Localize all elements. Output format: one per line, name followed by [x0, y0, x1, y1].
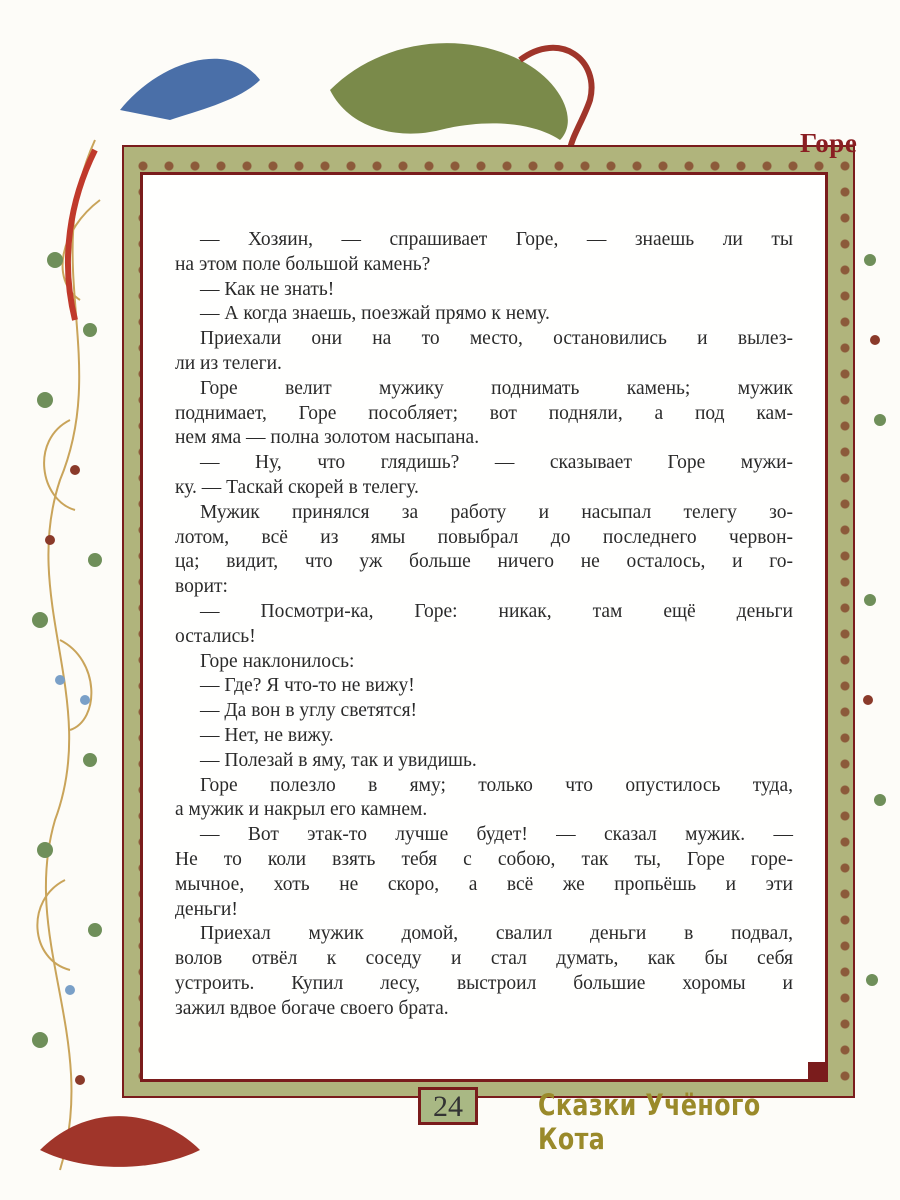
text-line: — Где? Я что-то не вижу!: [200, 675, 415, 697]
text-line: лотом, всё из ямы повыбрал до последнего червон-: [175, 526, 793, 548]
text-line: — А когда знаешь, поезжай прямо к нему.: [200, 303, 550, 325]
chapter-title: Горе: [800, 128, 858, 158]
text-line: ку. — Таскай скорей в телегу.: [175, 476, 419, 498]
text-line: — Да вон в углу светятся!: [200, 700, 418, 722]
text-line: Не то коли взять тебя с собою, так ты, Горе горе-: [175, 848, 793, 870]
text-line: волов отвёл к соседу и стал думать, как бы себя: [175, 948, 793, 970]
text-line: устроить. Купил лесу, выстроил большие хоромы и: [175, 972, 793, 994]
text-line: на этом поле большой камень?: [175, 253, 431, 275]
text-line: — Нет, не вижу.: [200, 724, 334, 746]
text-line: нем яма — полна золотом насыпана.: [175, 427, 480, 449]
text-line: Мужик принялся за работу и насыпал телегу зо-: [200, 501, 793, 523]
flower-accents: [55, 675, 90, 995]
page-number: 24: [418, 1087, 478, 1125]
text-line: — Полезай в яму, так и увидишь.: [200, 749, 477, 771]
text-line: Горе велит мужику поднимать камень; мужик: [200, 377, 793, 399]
text-line: деньги!: [175, 898, 238, 920]
text-line: — Как не знать!: [200, 278, 335, 300]
text-line: остались!: [175, 625, 256, 647]
text-line: — Хозяин, — спрашивает Горе, — знаешь ли ты: [200, 229, 793, 250]
text-line: поднимает, Горе пособляет; вот подняли, а под кам-: [175, 402, 793, 424]
text-line: — Вот этак-то лучше будет! — сказал мужик. —: [200, 824, 793, 846]
text-line: — Ну, что глядишь? — сказывает Горе мужи-: [200, 452, 793, 474]
text-line: Приехали они на то место, остановились и вылез-: [200, 328, 793, 350]
text-line: ворит:: [175, 576, 228, 598]
bottom-dragon-illustration: [40, 1116, 200, 1167]
text-line: зажил вдвое богаче своего брата.: [175, 997, 449, 1019]
text-line: — Посмотри-ка, Горе: никак, там ещё деньги: [200, 600, 793, 622]
text-line: мычное, хоть не скоро, а всё же пропьёшь и эти: [175, 873, 793, 895]
text-line: Приехал мужик домой, свалил деньги в подвал,: [200, 923, 793, 945]
frame-corner-block: [808, 1062, 828, 1082]
text-line: Горе полезло в яму; только что опустилось туда,: [200, 774, 793, 796]
text-line: ца; видит, что уж больше ничего не осталось, и го-: [175, 551, 793, 573]
text-line: а мужик и накрыл его камнем.: [175, 799, 428, 821]
series-title: Сказки Учёного Кота: [538, 1088, 761, 1156]
text-line: ли из телеги.: [175, 352, 282, 374]
story-text: [175, 228, 793, 1022]
text-line: Горе наклонилось:: [200, 650, 355, 672]
